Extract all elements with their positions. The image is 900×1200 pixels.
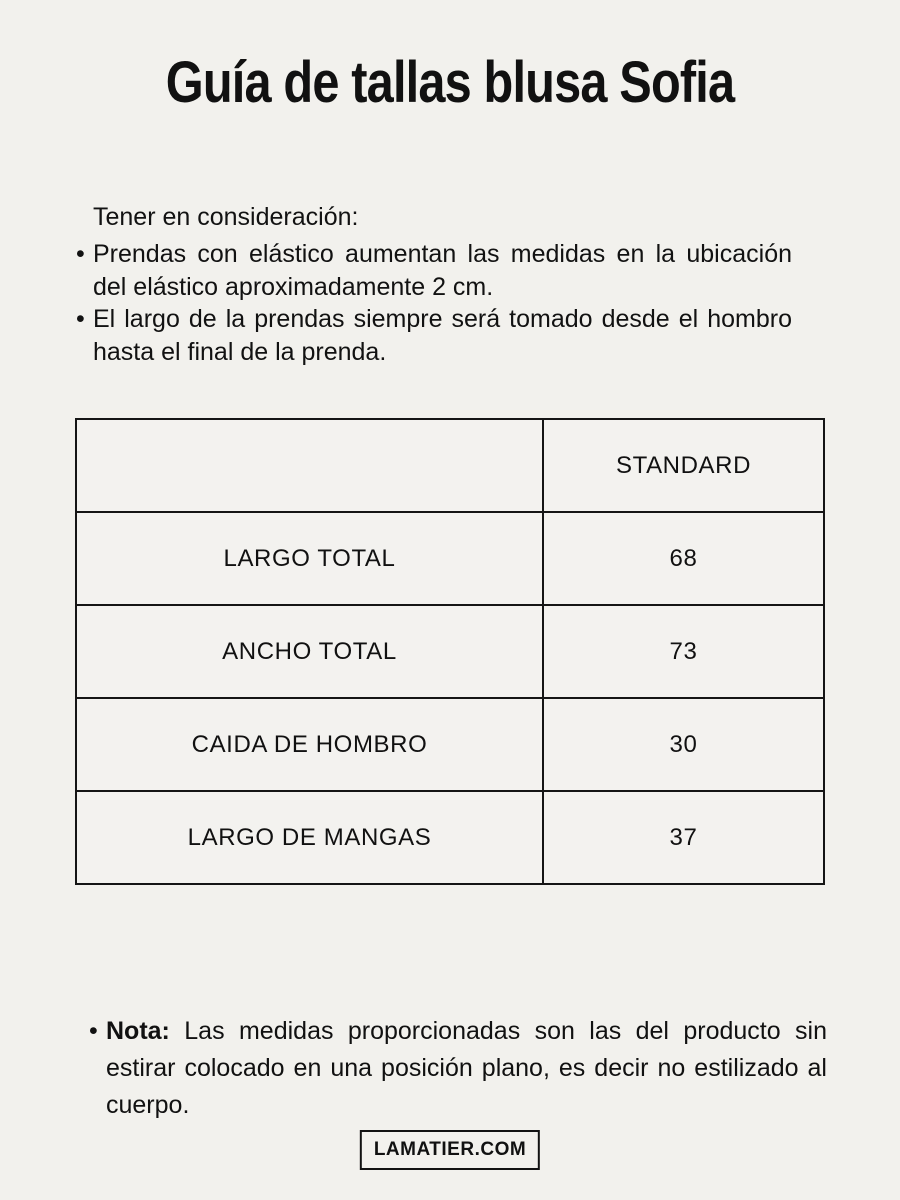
- bullet-icon: •: [76, 240, 85, 268]
- table-row: [76, 791, 824, 884]
- row-label-cell: LARGO DE MANGAS: [76, 791, 543, 884]
- list-item: [76, 303, 792, 368]
- considerations-section: [76, 200, 792, 368]
- list-item: [76, 238, 792, 303]
- brand-badge: LAMATIER.COM: [360, 1130, 540, 1170]
- note-text: Las medidas proporcionadas son las del producto sin estirar colocado en una posición plano, es decir no estilizado al cuerpo.: [106, 1017, 827, 1119]
- size-table: [75, 418, 825, 885]
- table-row: [76, 512, 824, 605]
- standard-header-cell: STANDARD: [543, 419, 824, 512]
- table-row: [76, 698, 824, 791]
- note-label: Nota:: [106, 1017, 170, 1045]
- row-value-cell: 37: [543, 791, 824, 884]
- note-section: [91, 1013, 827, 1124]
- row-value-cell: 30: [543, 698, 824, 791]
- bullet-text: El largo de la prendas siempre será tomado desde el hombro hasta el final de la prenda.: [93, 305, 792, 366]
- row-value-cell: 73: [543, 605, 824, 698]
- bullet-text: Prendas con elástico aumentan las medidas en la ubicación del elástico aproximadamente 2 cm.: [93, 240, 792, 301]
- bullet-icon: •: [76, 305, 85, 333]
- row-value-cell: 68: [543, 512, 824, 605]
- row-label-cell: LARGO TOTAL: [76, 512, 543, 605]
- row-label-cell: ANCHO TOTAL: [76, 605, 543, 698]
- corner-cell: [76, 419, 543, 512]
- page-title: Guía de tallas blusa Sofia: [165, 50, 735, 115]
- row-label-cell: CAIDA DE HOMBRO: [76, 698, 543, 791]
- bullet-icon: •: [89, 1017, 98, 1045]
- considerations-heading: Tener en consideración:: [93, 203, 359, 231]
- table-header-row: [76, 419, 824, 512]
- table-row: [76, 605, 824, 698]
